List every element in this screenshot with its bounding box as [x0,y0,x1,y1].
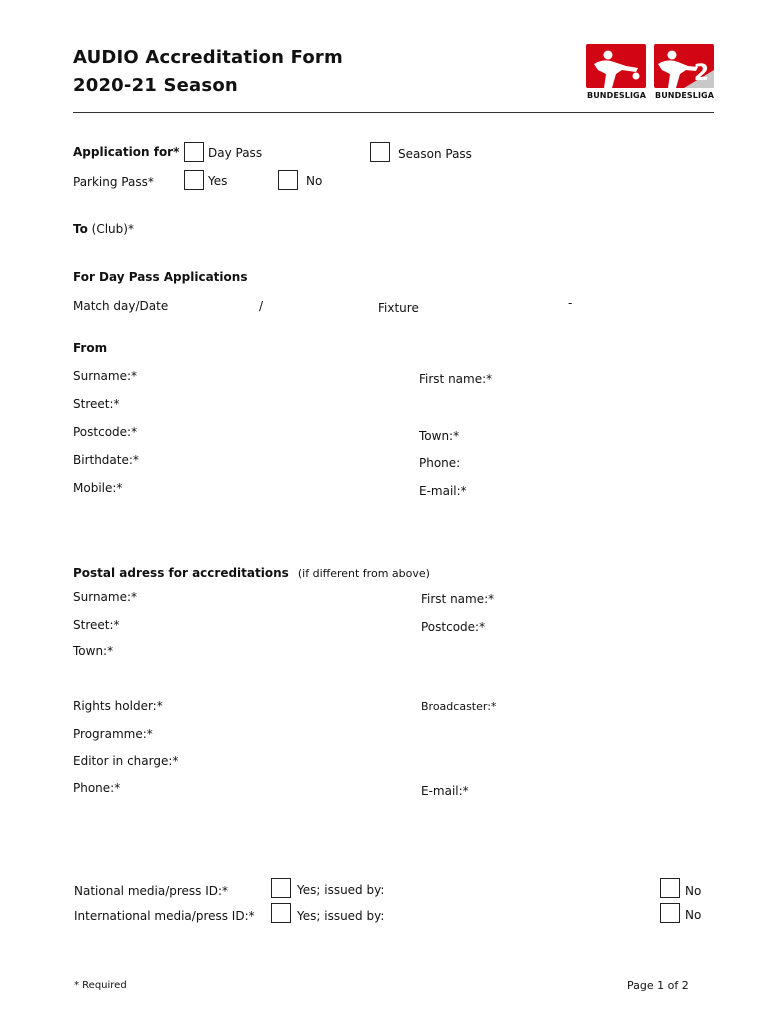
fixture-label: Fixture [378,301,419,315]
from-first-name-label: First name:* [419,372,493,386]
logo-number-2: 2 [693,61,709,86]
national-no-label: No [685,884,702,898]
bundesliga-2-caption: BUNDESLIGA [655,91,714,100]
bundesliga-2-logo [654,44,714,88]
from-email-label: E-mail:* [419,484,467,498]
from-heading: From [73,341,108,355]
fixture-separator: - [568,296,573,310]
from-mobile-label: Mobile:* [73,481,123,495]
to-label: To [73,222,88,236]
international-no-checkbox[interactable] [660,903,680,923]
match-day-label: Match day/Date [73,299,169,313]
postal-first-name-label: First name:* [421,592,495,606]
postal-heading-row [73,562,430,581]
rights-holder-label: Rights holder:* [73,699,163,713]
from-surname-label: Surname:* [73,369,138,383]
postal-surname-label: Surname:* [73,590,138,604]
parking-no-checkbox[interactable] [278,170,298,190]
postal-heading: Postal adress for accreditations [73,566,289,580]
from-street-label: Street:* [73,397,120,411]
form-season: 2020-21 Season [73,75,238,96]
broadcast-phone-label: Phone:* [73,781,121,795]
bundesliga-caption: BUNDESLIGA [587,91,646,100]
bundesliga-logo [586,44,646,88]
player-silhouette-icon [586,44,646,88]
national-media-label: National media/press ID:* [74,884,229,898]
parking-pass-label: Parking Pass* [73,175,154,189]
parking-no-label: No [306,174,323,188]
required-note: * Required [74,980,127,991]
editor-label: Editor in charge:* [73,754,179,768]
from-birthdate-label: Birthdate:* [73,453,139,467]
day-pass-heading: For Day Pass Applications [73,270,248,284]
postal-note: (if different from above) [297,567,430,580]
programme-label: Programme:* [73,727,153,741]
page-number: Page 1 of 2 [627,979,689,992]
international-media-label: International media/press ID:* [74,909,255,923]
to-club-label [73,222,134,236]
broadcast-email-label: E-mail:* [421,784,469,798]
date-separator: / [259,299,264,313]
postal-postcode-label: Postcode:* [421,620,486,634]
from-phone-label: Phone: [419,456,461,470]
form-title: AUDIO Accreditation Form [73,47,343,68]
broadcaster-label: Broadcaster:* [421,700,497,713]
international-no-label: No [685,908,702,922]
day-pass-label: Day Pass [208,146,263,160]
international-yes-checkbox[interactable] [271,903,291,923]
postal-street-label: Street:* [73,618,120,632]
season-pass-checkbox[interactable] [370,142,390,162]
international-yes-label: Yes; issued by: [297,909,385,923]
national-no-checkbox[interactable] [660,878,680,898]
season-pass-label: Season Pass [398,147,472,161]
application-label: Application for* [73,145,180,159]
from-postcode-label: Postcode:* [73,425,138,439]
parking-yes-checkbox[interactable] [184,170,204,190]
from-town-label: Town:* [419,429,460,443]
national-yes-checkbox[interactable] [271,878,291,898]
parking-yes-label: Yes [208,174,228,188]
club-label: (Club)* [87,222,134,236]
national-yes-label: Yes; issued by: [297,883,385,897]
header-divider [73,112,714,113]
day-pass-checkbox[interactable] [184,142,204,162]
postal-town-label: Town:* [73,644,114,658]
